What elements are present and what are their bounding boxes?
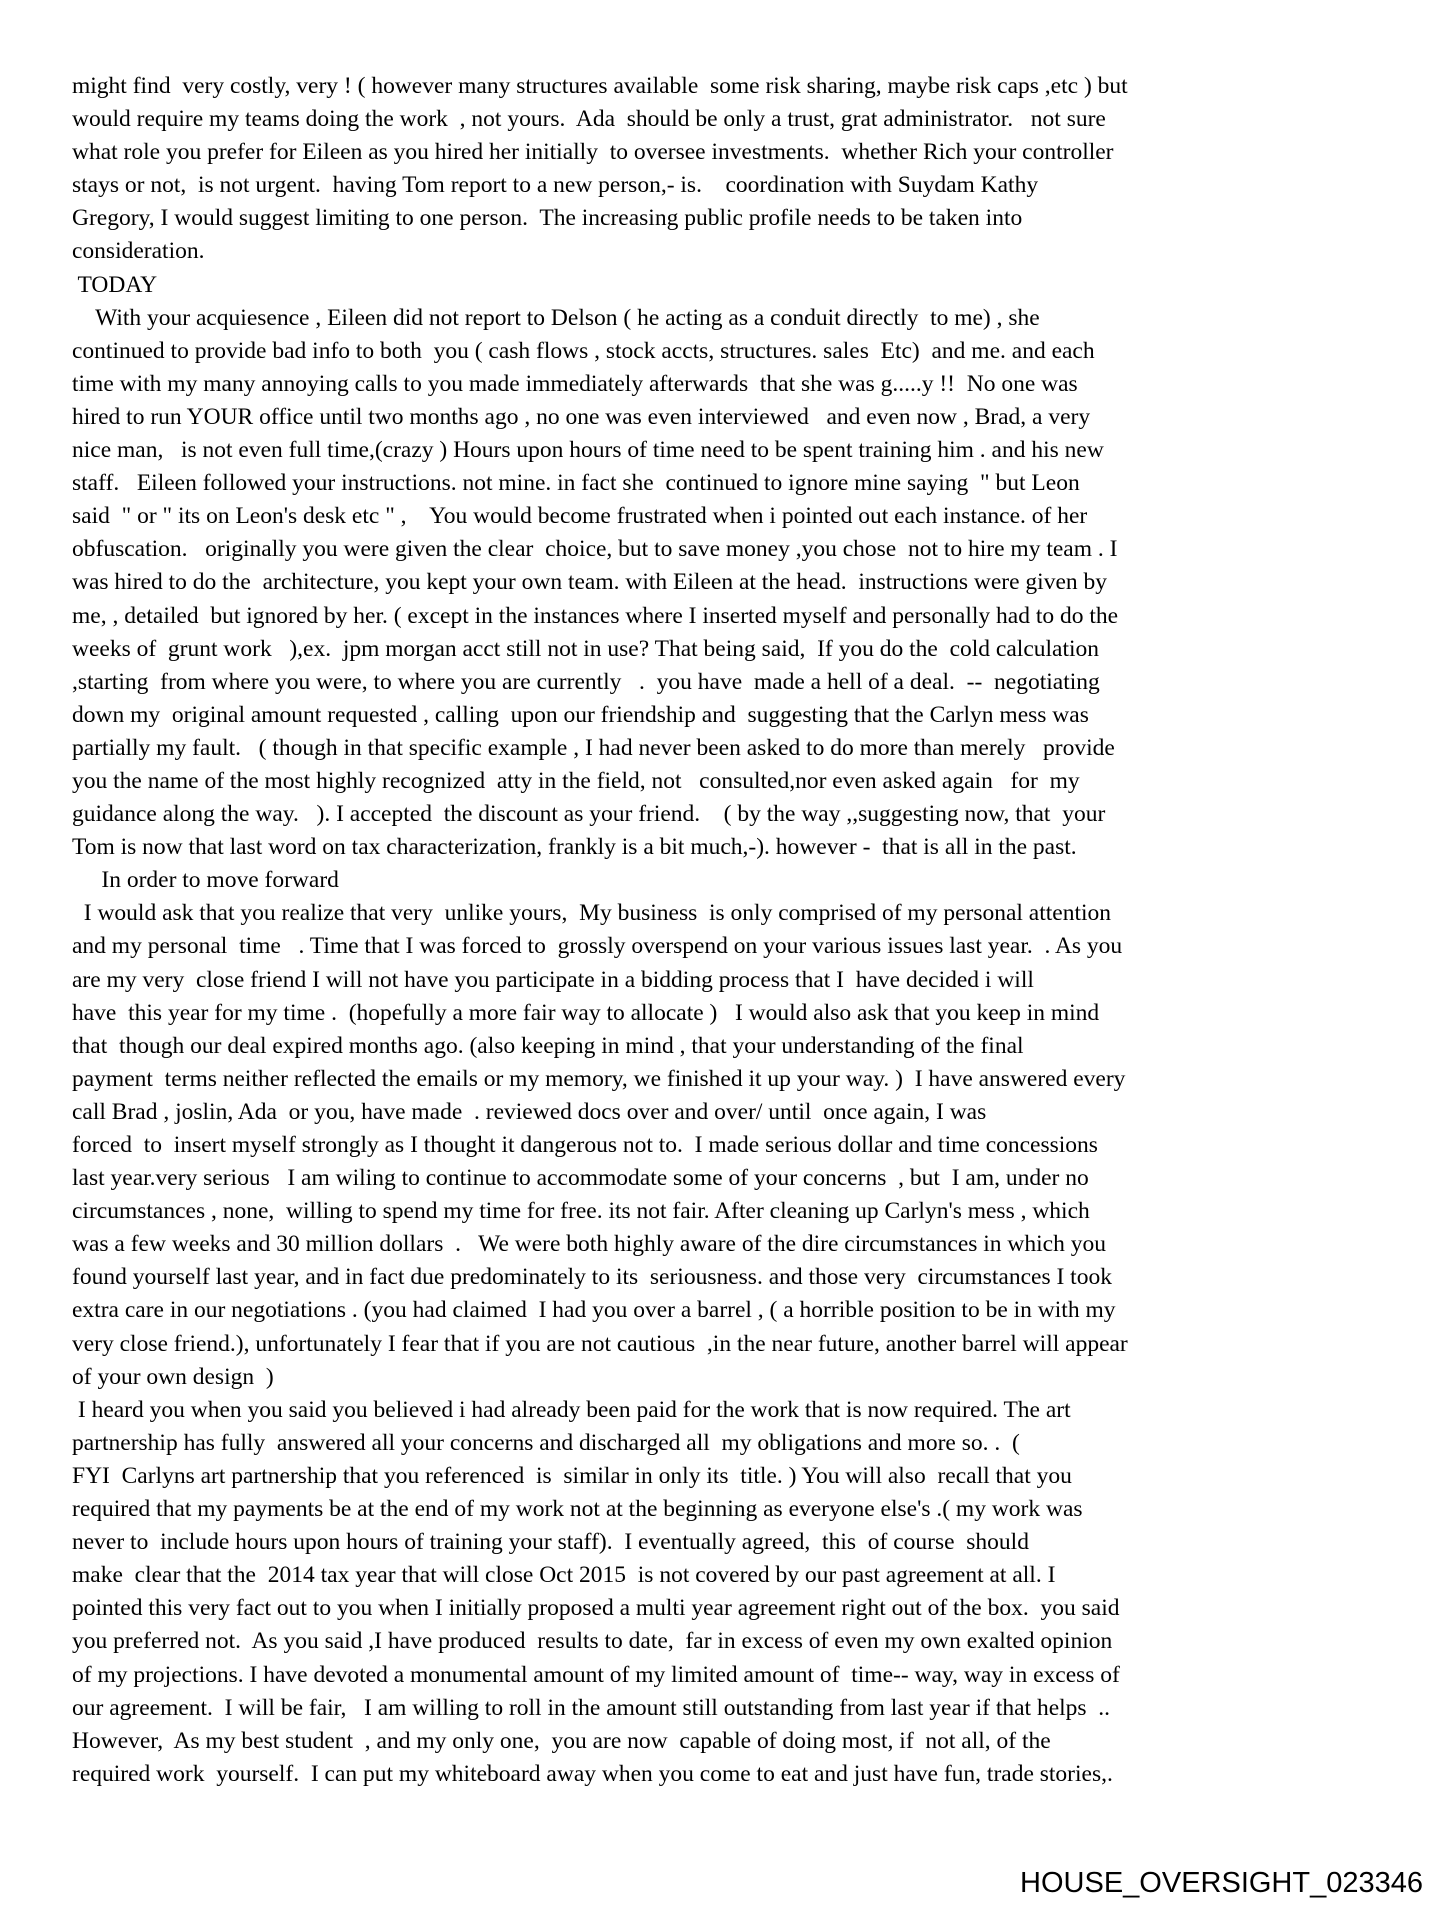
- text-line: hired to run YOUR office until two months ago , no one was even interviewed and even now , Brad, a very: [72, 403, 1091, 430]
- text-line: might find very costly, very ! ( however many structures available some risk sharing, maybe risk caps ,etc ) but: [72, 73, 1128, 99]
- text-line: that though our deal expired months ago. (also keeping in mind , that your understanding of the final: [72, 1032, 1024, 1059]
- text-line: very close friend.), unfortunately I fear that if you are not cautious ,in the near future, another barrel will appear: [72, 1330, 1128, 1357]
- text-line: last year.very serious I am wiling to continue to accommodate some of your concerns , but I am, under no: [72, 1165, 1089, 1192]
- text-line: ,starting from where you were, to where you are currently . you have made a hell of a deal. -- negotiating: [72, 668, 1100, 695]
- text-line: I heard you when you said you believed i had already been paid for the work that is now required. The art: [72, 1396, 1071, 1423]
- text-line: would require my teams doing the work , not yours. Ada should be only a trust, grat administrator. not sure: [72, 106, 1106, 133]
- text-line: was a few weeks and 30 million dollars . We were both highly aware of the dire circumstances in which you: [72, 1231, 1106, 1258]
- text-line: With your acquiesence , Eileen did not report to Delson ( he acting as a conduit directly to me) , she: [72, 304, 1040, 331]
- text-line: found yourself last year, and in fact due predominately to its seriousness. and those very circumstances I took: [72, 1264, 1112, 1291]
- text-line: have this year for my time . (hopefully a more fair way to allocate ) I would also ask that you keep in mind: [72, 999, 1100, 1026]
- text-line: are my very close friend I will not have you participate in a bidding process that I have decided i will: [72, 966, 1034, 993]
- text-line: I would ask that you realize that very unlike yours, My business is only comprised of my personal attention: [72, 900, 1112, 927]
- text-line: However, As my best student , and my only one, you are now capable of doing most, if not all, of the: [72, 1727, 1051, 1754]
- text-line: In order to move forward: [72, 867, 339, 894]
- text-line: stays or not, is not urgent. having Tom report to a new person,- is. coordination with Suydam Kathy: [72, 172, 1039, 199]
- text-line: continued to provide bad info to both you ( cash flows , stock accts, structures. sales Etc) and me. and each: [72, 337, 1095, 364]
- bates-number: HOUSE_OVERSIGHT_023346: [1020, 1867, 1423, 1899]
- text-line: of your own design ): [72, 1363, 274, 1390]
- text-line: Tom is now that last word on tax characterization, frankly is a bit much,-). however - that is all in the past.: [72, 834, 1077, 861]
- text-line: pointed this very fact out to you when I initially proposed a multi year agreement right out of the box. you said: [72, 1595, 1120, 1622]
- text-line: staff. Eileen followed your instructions. not mine. in fact she continued to ignore mine saying " but Leon: [72, 470, 1080, 497]
- text-line: circumstances , none, willing to spend my time for free. its not fair. After cleaning up Carlyn's mess , which: [72, 1198, 1090, 1225]
- text-line: and my personal time . Time that I was forced to grossly overspend on your various issues last year. . As you: [72, 933, 1123, 960]
- text-line: payment terms neither reflected the emails or my memory, we finished it up your way. ) I have answered every: [72, 1065, 1126, 1092]
- text-line: of my projections. I have devoted a monumental amount of my limited amount of time-- way, way in excess of: [72, 1661, 1120, 1688]
- text-line: required work yourself. I can put my whiteboard away when you come to eat and just have fun, trade stories,.: [72, 1760, 1113, 1787]
- text-line: me, , detailed but ignored by her. ( except in the instances where I inserted myself and personally had to do the: [72, 602, 1119, 629]
- text-line: make clear that the 2014 tax year that will close Oct 2015 is not covered by our past agreement at all. I: [72, 1562, 1056, 1589]
- text-line: was hired to do the architecture, you kept your own team. with Eileen at the head. instructions were given by: [72, 569, 1107, 596]
- text-line: consideration.: [72, 238, 205, 265]
- text-line: extra care in our negotiations . (you had claimed I had you over a barrel , ( a horrible position to be in with my: [72, 1297, 1116, 1324]
- text-line: guidance along the way. ). I accepted the discount as your friend. ( by the way ,,suggesting now, that your: [72, 801, 1106, 828]
- document-text: [72, 70, 1412, 1791]
- text-line: our agreement. I will be fair, I am willing to roll in the amount still outstanding from last year if that helps ..: [72, 1694, 1111, 1721]
- text-line: you the name of the most highly recognized atty in the field, not consulted,nor even asked again for my: [72, 767, 1080, 794]
- text-line: nice man, is not even full time,(crazy ) Hours upon hours of time need to be spent training him . and his new: [72, 437, 1104, 464]
- text-line: down my original amount requested , calling upon our friendship and suggesting that the Carlyn mess was: [72, 701, 1089, 728]
- text-line: partially my fault. ( though in that specific example , I had never been asked to do more than merely provide: [72, 734, 1115, 761]
- text-line: forced to insert myself strongly as I thought it dangerous not to. I made serious dollar and time concessions: [72, 1132, 1098, 1158]
- text-line: never to include hours upon hours of training your staff). I eventually agreed, this of course should: [72, 1529, 1029, 1556]
- text-line: required that my payments be at the end of my work not at the beginning as everyone else's .( my work was: [72, 1496, 1083, 1523]
- text-line: what role you prefer for Eileen as you hired her initially to oversee investments. whether Rich your controller: [72, 139, 1114, 166]
- text-line: obfuscation. originally you were given the clear choice, but to save money ,you chose not to hire my team . I: [72, 536, 1118, 563]
- text-line: FYI Carlyns art partnership that you referenced is similar in only its title. ) You will also recall that you: [72, 1462, 1072, 1489]
- text-line: you preferred not. As you said ,I have produced results to date, far in excess of even my own exalted opinion: [72, 1628, 1113, 1655]
- text-line: weeks of grunt work ),ex. jpm morgan acct still not in use? That being said, If you do the cold calculation: [72, 635, 1100, 662]
- text-line: time with my many annoying calls to you made immediately afterwards that she was g.....y !! No one was: [72, 370, 1078, 397]
- text-line: Gregory, I would suggest limiting to one person. The increasing public profile needs to be taken into: [72, 205, 1023, 232]
- text-line: partnership has fully answered all your concerns and discharged all my obligations and more so. . (: [72, 1429, 1020, 1456]
- text-line: call Brad , joslin, Ada or you, have made . reviewed docs over and over/ until once again, I was: [72, 1098, 987, 1125]
- text-line: TODAY: [72, 271, 158, 298]
- text-line: said " or " its on Leon's desk etc " , You would become frustrated when i pointed out each instance. of her: [72, 503, 1088, 530]
